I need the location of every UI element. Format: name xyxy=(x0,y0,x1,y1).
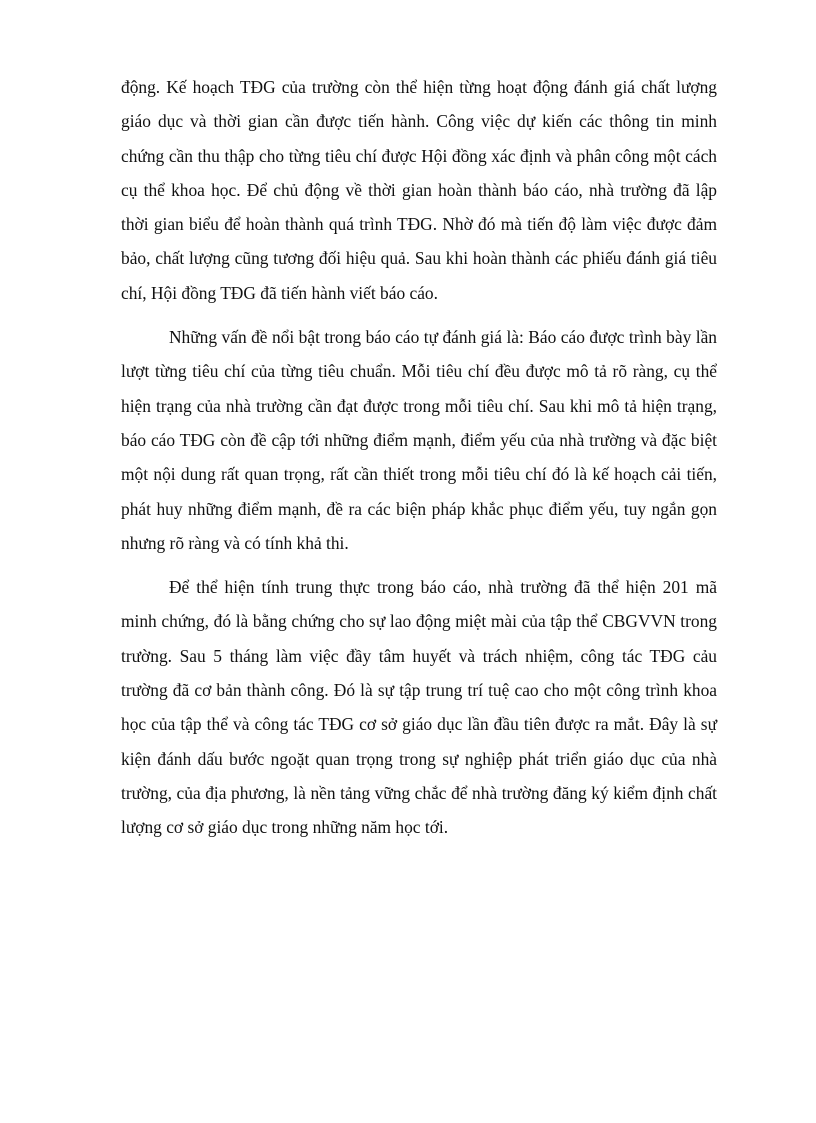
paragraph-conclusion: Để thể hiện tính trung thực trong báo cáo, nhà trường đã thể hiện 201 mã minh chứng, đó là bằng chứng cho sự lao động miệt mài của tập thể CBGVVN trong trường. Sau 5 tháng làm việc đầy tâm huyết và trách nhiệm, công tác TĐG cảu trường đã cơ bản thành công. Đó là sự tập trung trí tuệ cao cho một công trình khoa học của tập thể và công tác TĐG cơ sở giáo dục lần đầu tiên được ra mắt. Đây là sự kiện đánh dấu bước ngoặt quan trọng trong sự nghiệp phát triển giáo dục của nhà trường, của địa phương, là nền tảng vững chắc để nhà trường đăng ký kiểm định chất lượng cơ sở giáo dục trong những năm học tới. xyxy=(121,577,717,838)
paragraph-highlights: Những vấn đề nổi bật trong báo cáo tự đánh giá là: Báo cáo được trình bày lần lượt từng tiêu chí của từng tiêu chuẩn. Mỗi tiêu chí đều được mô tả rõ ràng, cụ thể hiện trạng của nhà trường cần đạt được trong mỗi tiêu chí. Sau khi mô tả hiện trạng, báo cáo TĐG còn đề cập tới những điểm mạnh, điểm yếu của nhà trường và đặc biệt một nội dung rất quan trọng, rất cần thiết trong mỗi tiêu chí đó là kế hoạch cải tiến, phát huy những điểm mạnh, đề ra các biện pháp khắc phục điểm yếu, tuy ngắn gọn nhưng rõ ràng và có tính khả thi. xyxy=(121,327,717,553)
paragraph-planning: động. Kế hoạch TĐG của trường còn thể hiện từng hoạt động đánh giá chất lượng giáo dục và thời gian cần được tiến hành. Công việc dự kiến các thông tin minh chứng cần thu thập cho từng tiêu chí được Hội đồng xác định và phân công một cách cụ thể khoa học. Để chủ động về thời gian hoàn thành báo cáo, nhà trường đã lập thời gian biểu để hoàn thành quá trình TĐG. Nhờ đó mà tiến độ làm việc được đảm bảo, chất lượng cũng tương đối hiệu quả. Sau khi hoàn thành các phiếu đánh giá tiêu chí, Hội đồng TĐG đã tiến hành viết báo cáo. xyxy=(121,77,717,303)
document-page xyxy=(121,70,717,855)
